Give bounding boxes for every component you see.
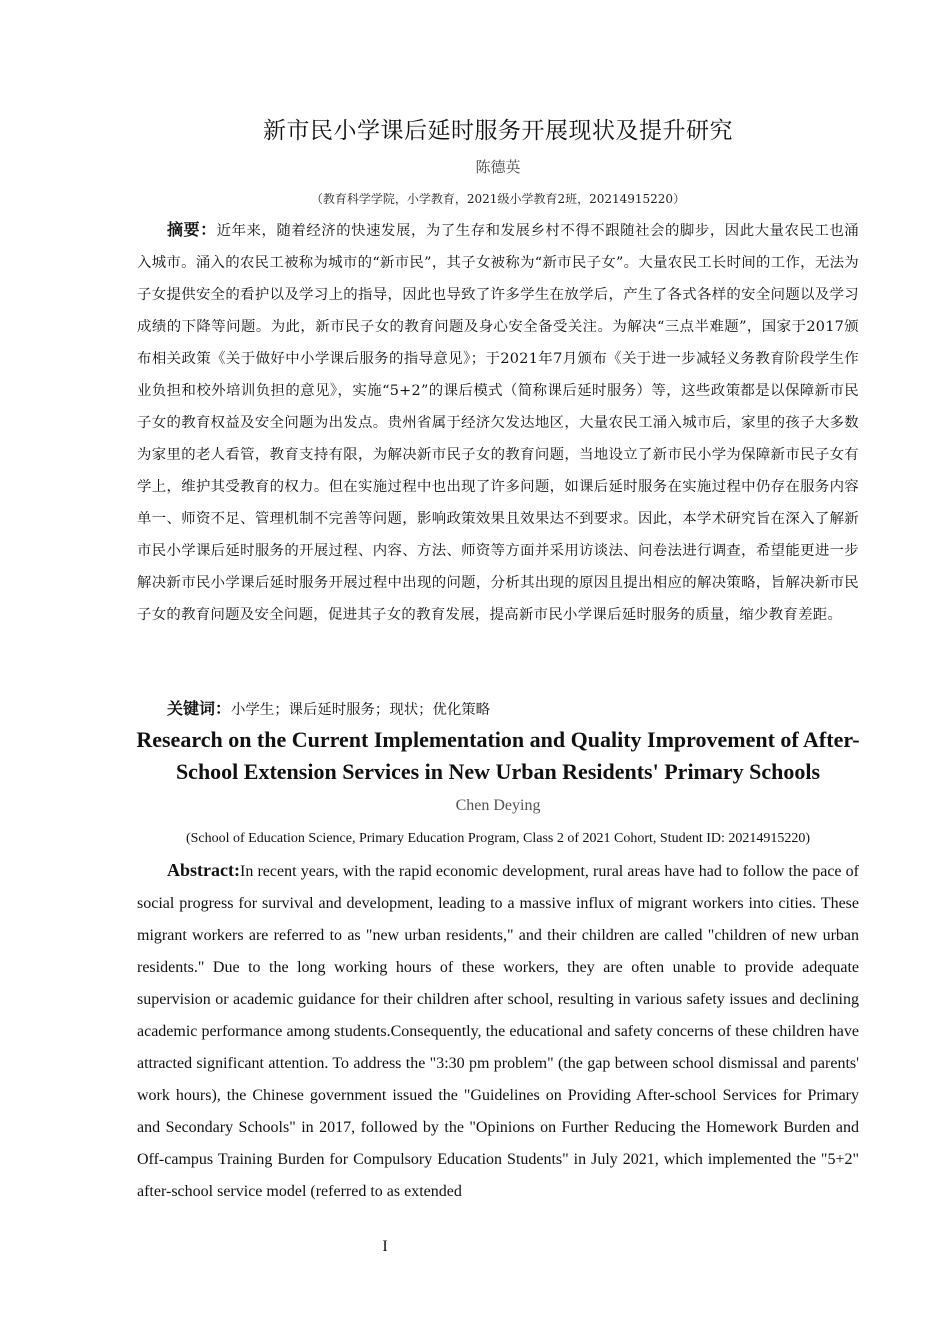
chinese-abstract-text: 近年来，随着经济的快速发展，为了生存和发展乡村不得不跟随社会的脚步，因此大量农民工也涌入城市。涌入的农民工被称为城市的“新市民”，其子女被称为“新市民子女”。大量农民工长时间的工作，无法为子女提供安全的看护以及学习上的指导，因此也导致了许多学生在放学后，产生了各式各样的安全问题以及学习成绩的下降等问题。为此，新市民子女的教育问题及身心安全备受关注。为解决“三点半难题”，国家于2017颁布相关政策《关于做好中小学课后服务的指导意见》；于2021年7月颁布《关于进一步减轻义务教育阶段学生作业负担和校外培训负担的意见》，实施“5+2”的课后模式（简称课后延时服务）等，这些政策都是以保障新市民子女的教育权益及安全问题为出发点。贵州省属于经济欠发达地区，大量农民工涌入城市后，家里的孩子大多数为家里的老人看管，教育支持有限，为解决新市民子女的教育问题，当地设立了新市民小学为保障新市民子女有学上，维护其受教育的权力。但在实施过程中也出现了许多问题，如课后延时服务在实施过程中仍存在服务内容单一、师资不足、管理机制不完善等问题，影响政策效果且效果达不到要求。因此，本学术研究旨在深入了解新市民小学课后延时服务的开展过程、内容、方法、师资等方面并采用访谈法、问卷法进行调查，希望能更进一步解决新市民小学课后延时服务开展过程中出现的问题，分析其出现的原因且提出相应的解决策略，旨解决新市民子女的教育问题及安全问题，促进其子女的教育发展，提高新市民小学课后延时服务的质量，缩少教育差距。 bbox=[137, 223, 860, 623]
english-abstract bbox=[137, 854, 859, 1208]
english-abstract-text: In recent years, with the rapid economic development, rural areas have had to follow the pace of social progress for survival and development, leading to a massive influx of migrant workers into cities. These migrant workers are referred to as "new urban residents," and their children are called "children of new urban residents." Due to the long working hours of these workers, they are often unable to provide adequate supervision or academic guidance for their children after school, resulting in various safety issues and declining academic performance among students.Consequently, the educational and safety concerns of these children have attracted significant attention. To address the "3:30 pm problem" (the gap between school dismissal and parents' work hours), the Chinese government issued the "Guidelines on Providing After-school Services for Primary and Secondary Schools" in 2017, followed by the "Opinions on Further Reducing the Homework Burden and Off-campus Training Burden for Compulsory Education Students" in July 2021, which implemented the "5+2" after-school service model (referred to as extended bbox=[137, 863, 859, 1200]
chinese-keywords bbox=[137, 693, 889, 726]
chinese-abstract bbox=[137, 214, 859, 631]
english-title: Research on the Current Implementation and Quality Improvement of After-School Extension Services in New Urban Residents' Primary Schools bbox=[136, 727, 860, 784]
chinese-affiliation: （教育科学学院，小学教育，2021级小学教育2班，20214915220） bbox=[310, 192, 686, 206]
chinese-author: 陈德英 bbox=[475, 158, 521, 176]
page-number: I bbox=[382, 1238, 388, 1255]
english-abstract-label: Abstract: bbox=[167, 860, 240, 880]
chinese-keywords-text: 小学生；课后延时服务；现状；优化策略 bbox=[231, 702, 491, 718]
chinese-keywords-label: 关键词： bbox=[167, 699, 232, 718]
english-author: Chen Deying bbox=[455, 797, 541, 814]
chinese-abstract-label: 摘要： bbox=[167, 220, 217, 239]
chinese-title: 新市民小学课后延时服务开展现状及提升研究 bbox=[263, 118, 733, 144]
english-affiliation: (School of Education Science, Primary Education Program, Class 2 of 2021 Cohort, Student ID: 20214915220) bbox=[185, 831, 811, 846]
